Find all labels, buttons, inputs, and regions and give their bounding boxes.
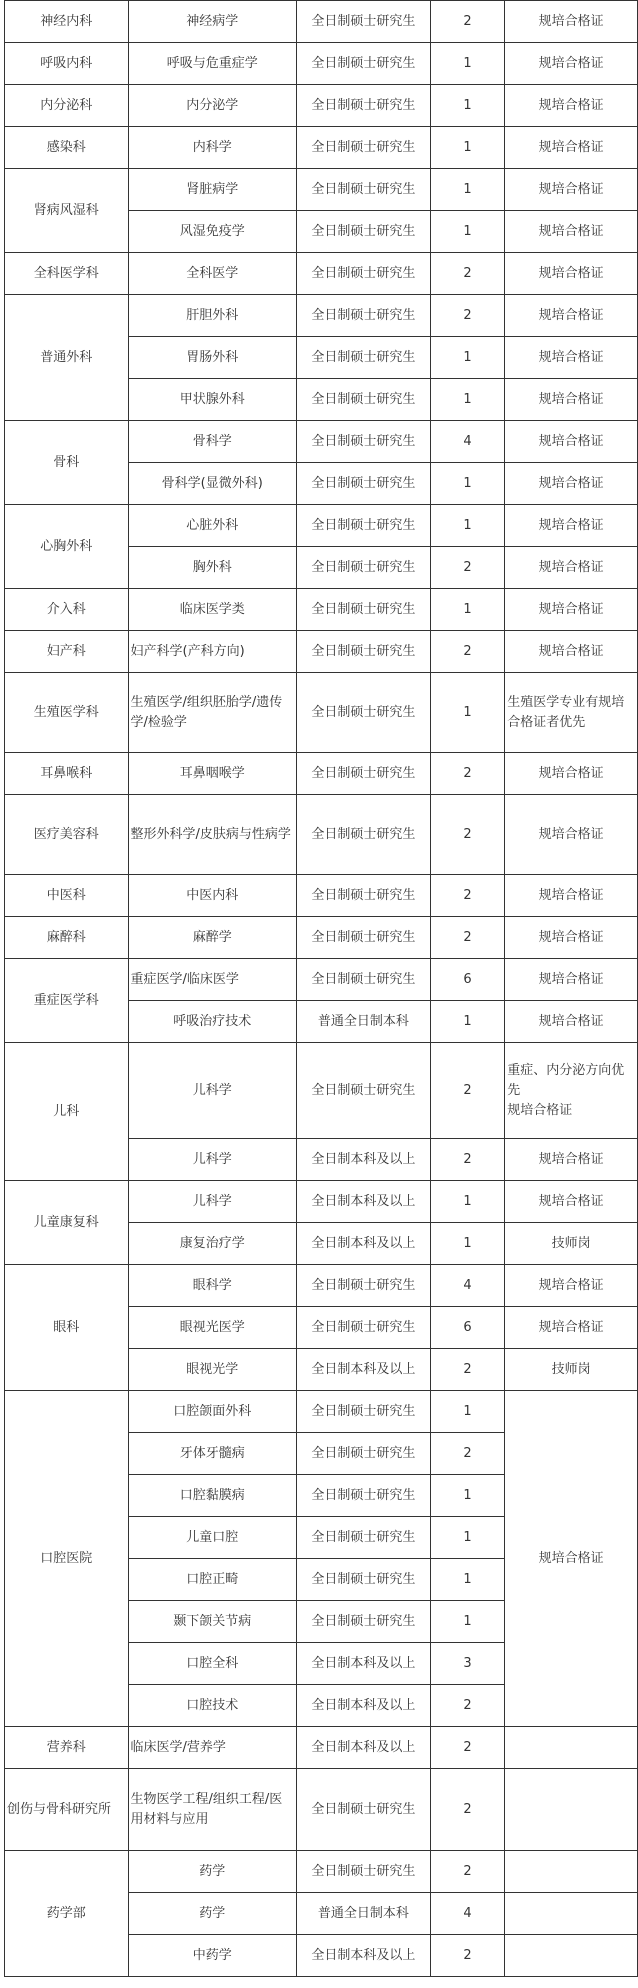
headcount-cell: 2: [430, 795, 505, 875]
department-cell: 心胸外科: [5, 505, 129, 589]
education-cell: 全日制本科及以上: [296, 1181, 430, 1223]
department-cell: 骨科: [5, 421, 129, 505]
education-cell: 全日制本科及以上: [296, 1349, 430, 1391]
headcount-cell: 1: [430, 463, 505, 505]
education-cell: 全日制硕士研究生: [296, 1043, 430, 1139]
requirement-cell: 规培合格证: [505, 547, 638, 589]
table-row: [5, 85, 638, 127]
headcount-cell: 6: [430, 1307, 505, 1349]
major-cell: 药学: [128, 1851, 296, 1893]
education-cell: 全日制硕士研究生: [296, 337, 430, 379]
requirement-cell: 规培合格证: [505, 337, 638, 379]
requirement-cell: 规培合格证: [505, 127, 638, 169]
recruitment-table: [4, 0, 638, 1977]
department-cell: 生殖医学科: [5, 673, 129, 753]
major-cell: 中医内科: [128, 875, 296, 917]
headcount-cell: 2: [430, 1851, 505, 1893]
headcount-cell: 1: [430, 1475, 505, 1517]
education-cell: 全日制本科及以上: [296, 1727, 430, 1769]
major-cell: 生物医学工程/组织工程/医用材料与应用: [128, 1769, 296, 1851]
major-cell: 呼吸治疗技术: [128, 1001, 296, 1043]
table-row: [5, 673, 638, 753]
headcount-cell: 2: [430, 253, 505, 295]
requirement-cell: 技师岗: [505, 1349, 638, 1391]
headcount-cell: 1: [430, 1391, 505, 1433]
department-cell: 耳鼻喉科: [5, 753, 129, 795]
education-cell: 全日制硕士研究生: [296, 127, 430, 169]
education-cell: 全日制硕士研究生: [296, 917, 430, 959]
education-cell: 全日制硕士研究生: [296, 673, 430, 753]
requirement-cell: 技师岗: [505, 1223, 638, 1265]
education-cell: 全日制本科及以上: [296, 1685, 430, 1727]
education-cell: 全日制硕士研究生: [296, 631, 430, 673]
table-row: [5, 1181, 638, 1223]
headcount-cell: 2: [430, 1727, 505, 1769]
major-cell: 肾脏病学: [128, 169, 296, 211]
table-row: [5, 1851, 638, 1893]
major-cell: 口腔技术: [128, 1685, 296, 1727]
major-cell: 耳鼻咽喉学: [128, 753, 296, 795]
table-row: [5, 631, 638, 673]
table-row: [5, 1391, 638, 1433]
education-cell: 全日制硕士研究生: [296, 1391, 430, 1433]
headcount-cell: 4: [430, 421, 505, 463]
major-cell: 药学: [128, 1893, 296, 1935]
major-cell: 全科医学: [128, 253, 296, 295]
education-cell: 全日制硕士研究生: [296, 169, 430, 211]
major-cell: 颞下颌关节病: [128, 1601, 296, 1643]
table-row: [5, 589, 638, 631]
requirement-cell: 规培合格证: [505, 421, 638, 463]
requirement-cell: 重症、内分泌方向优先 规培合格证: [505, 1043, 638, 1139]
headcount-cell: 1: [430, 1517, 505, 1559]
major-cell: 妇产科学(产科方向): [128, 631, 296, 673]
requirement-cell: 规培合格证: [505, 1391, 638, 1727]
requirement-cell: 规培合格证: [505, 1, 638, 43]
requirement-cell: 规培合格证: [505, 1307, 638, 1349]
major-cell: 儿科学: [128, 1139, 296, 1181]
education-cell: 全日制硕士研究生: [296, 379, 430, 421]
major-cell: 内分泌学: [128, 85, 296, 127]
headcount-cell: 1: [430, 589, 505, 631]
major-cell: 神经病学: [128, 1, 296, 43]
department-cell: 神经内科: [5, 1, 129, 43]
table-row: [5, 127, 638, 169]
headcount-cell: 1: [430, 673, 505, 753]
headcount-cell: 2: [430, 875, 505, 917]
requirement-cell: 规培合格证: [505, 631, 638, 673]
requirement-cell: 规培合格证: [505, 753, 638, 795]
requirement-cell: 规培合格证: [505, 379, 638, 421]
education-cell: 全日制硕士研究生: [296, 753, 430, 795]
headcount-cell: 2: [430, 1685, 505, 1727]
headcount-cell: 1: [430, 85, 505, 127]
major-cell: 牙体牙髓病: [128, 1433, 296, 1475]
major-cell: 整形外科学/皮肤病与性病学: [128, 795, 296, 875]
major-cell: 生殖医学/组织胚胎学/遗传学/检验学: [128, 673, 296, 753]
department-cell: 营养科: [5, 1727, 129, 1769]
headcount-cell: 2: [430, 295, 505, 337]
education-cell: 全日制硕士研究生: [296, 253, 430, 295]
education-cell: 全日制本科及以上: [296, 1935, 430, 1977]
requirement-cell: [505, 1935, 638, 1977]
requirement-cell: 规培合格证: [505, 295, 638, 337]
headcount-cell: 2: [430, 1139, 505, 1181]
major-cell: 口腔颌面外科: [128, 1391, 296, 1433]
department-cell: 创伤与骨科研究所: [5, 1769, 129, 1851]
major-cell: 骨科学(显微外科): [128, 463, 296, 505]
headcount-cell: 2: [430, 1935, 505, 1977]
headcount-cell: 1: [430, 1223, 505, 1265]
headcount-cell: 1: [430, 1601, 505, 1643]
department-cell: 儿科: [5, 1043, 129, 1181]
education-cell: 全日制硕士研究生: [296, 1475, 430, 1517]
table-row: [5, 505, 638, 547]
requirement-cell: [505, 1851, 638, 1893]
education-cell: 全日制硕士研究生: [296, 1601, 430, 1643]
headcount-cell: 3: [430, 1643, 505, 1685]
major-cell: 胸外科: [128, 547, 296, 589]
major-cell: 口腔正畸: [128, 1559, 296, 1601]
major-cell: 儿科学: [128, 1043, 296, 1139]
table-row: [5, 753, 638, 795]
major-cell: 眼视光学: [128, 1349, 296, 1391]
requirement-cell: 规培合格证: [505, 589, 638, 631]
table-body: [5, 1, 638, 1977]
education-cell: 全日制硕士研究生: [296, 1433, 430, 1475]
major-cell: 康复治疗学: [128, 1223, 296, 1265]
department-cell: 麻醉科: [5, 917, 129, 959]
education-cell: 全日制本科及以上: [296, 1223, 430, 1265]
education-cell: 全日制硕士研究生: [296, 505, 430, 547]
table-row: [5, 1265, 638, 1307]
headcount-cell: 4: [430, 1265, 505, 1307]
department-cell: 内分泌科: [5, 85, 129, 127]
headcount-cell: 2: [430, 1349, 505, 1391]
education-cell: 全日制硕士研究生: [296, 43, 430, 85]
education-cell: 全日制硕士研究生: [296, 1851, 430, 1893]
table-row: [5, 169, 638, 211]
major-cell: 重症医学/临床医学: [128, 959, 296, 1001]
table-row: [5, 421, 638, 463]
education-cell: 全日制硕士研究生: [296, 85, 430, 127]
department-cell: 医疗美容科: [5, 795, 129, 875]
education-cell: 全日制硕士研究生: [296, 547, 430, 589]
headcount-cell: 1: [430, 169, 505, 211]
headcount-cell: 1: [430, 379, 505, 421]
education-cell: 全日制硕士研究生: [296, 1559, 430, 1601]
education-cell: 全日制本科及以上: [296, 1643, 430, 1685]
major-cell: 骨科学: [128, 421, 296, 463]
major-cell: 眼科学: [128, 1265, 296, 1307]
department-cell: 眼科: [5, 1265, 129, 1391]
table-row: [5, 1727, 638, 1769]
department-cell: 药学部: [5, 1851, 129, 1977]
requirement-cell: [505, 1769, 638, 1851]
requirement-cell: 规培合格证: [505, 1181, 638, 1223]
education-cell: 全日制硕士研究生: [296, 295, 430, 337]
requirement-cell: 规培合格证: [505, 253, 638, 295]
requirement-cell: 规培合格证: [505, 795, 638, 875]
major-cell: 眼视光医学: [128, 1307, 296, 1349]
table-row: [5, 253, 638, 295]
department-cell: 肾病风湿科: [5, 169, 129, 253]
education-cell: 全日制硕士研究生: [296, 875, 430, 917]
requirement-cell: 规培合格证: [505, 917, 638, 959]
requirement-cell: [505, 1893, 638, 1935]
education-cell: 全日制硕士研究生: [296, 1769, 430, 1851]
requirement-cell: 规培合格证: [505, 875, 638, 917]
requirement-cell: 规培合格证: [505, 1265, 638, 1307]
table-row: [5, 875, 638, 917]
major-cell: 口腔全科: [128, 1643, 296, 1685]
requirement-cell: 规培合格证: [505, 959, 638, 1001]
headcount-cell: 1: [430, 1559, 505, 1601]
major-cell: 口腔黏膜病: [128, 1475, 296, 1517]
major-cell: 儿童口腔: [128, 1517, 296, 1559]
headcount-cell: 2: [430, 1, 505, 43]
department-cell: 全科医学科: [5, 253, 129, 295]
table-row: [5, 1, 638, 43]
table-row: [5, 795, 638, 875]
department-cell: 感染科: [5, 127, 129, 169]
education-cell: 全日制硕士研究生: [296, 959, 430, 1001]
table-row: [5, 959, 638, 1001]
major-cell: 临床医学/营养学: [128, 1727, 296, 1769]
department-cell: 口腔医院: [5, 1391, 129, 1727]
education-cell: 全日制硕士研究生: [296, 211, 430, 253]
headcount-cell: 2: [430, 917, 505, 959]
department-cell: 普通外科: [5, 295, 129, 421]
headcount-cell: 2: [430, 1433, 505, 1475]
major-cell: 心脏外科: [128, 505, 296, 547]
table-row: [5, 1769, 638, 1851]
major-cell: 肝胆外科: [128, 295, 296, 337]
headcount-cell: 2: [430, 1769, 505, 1851]
headcount-cell: 2: [430, 547, 505, 589]
table-row: [5, 295, 638, 337]
requirement-cell: 规培合格证: [505, 1001, 638, 1043]
major-cell: 内科学: [128, 127, 296, 169]
headcount-cell: 1: [430, 505, 505, 547]
department-cell: 妇产科: [5, 631, 129, 673]
major-cell: 甲状腺外科: [128, 379, 296, 421]
major-cell: 临床医学类: [128, 589, 296, 631]
education-cell: 全日制硕士研究生: [296, 1, 430, 43]
table-row: [5, 1043, 638, 1139]
requirement-cell: 生殖医学专业有规培合格证者优先: [505, 673, 638, 753]
table-row: [5, 43, 638, 85]
major-cell: 风湿免疫学: [128, 211, 296, 253]
department-cell: 重症医学科: [5, 959, 129, 1043]
requirement-cell: 规培合格证: [505, 1139, 638, 1181]
headcount-cell: 1: [430, 43, 505, 85]
education-cell: 全日制硕士研究生: [296, 421, 430, 463]
education-cell: 全日制硕士研究生: [296, 463, 430, 505]
education-cell: 全日制硕士研究生: [296, 1517, 430, 1559]
department-cell: 儿童康复科: [5, 1181, 129, 1265]
department-cell: 介入科: [5, 589, 129, 631]
headcount-cell: 1: [430, 127, 505, 169]
major-cell: 麻醉学: [128, 917, 296, 959]
requirement-cell: 规培合格证: [505, 43, 638, 85]
headcount-cell: 1: [430, 337, 505, 379]
headcount-cell: 1: [430, 1001, 505, 1043]
major-cell: 呼吸与危重症学: [128, 43, 296, 85]
requirement-cell: 规培合格证: [505, 505, 638, 547]
education-cell: 全日制硕士研究生: [296, 589, 430, 631]
education-cell: 普通全日制本科: [296, 1893, 430, 1935]
headcount-cell: 2: [430, 1043, 505, 1139]
requirement-cell: 规培合格证: [505, 85, 638, 127]
education-cell: 全日制硕士研究生: [296, 1265, 430, 1307]
requirement-cell: [505, 1727, 638, 1769]
headcount-cell: 2: [430, 753, 505, 795]
education-cell: 全日制硕士研究生: [296, 1307, 430, 1349]
requirement-cell: 规培合格证: [505, 463, 638, 505]
department-cell: 中医科: [5, 875, 129, 917]
major-cell: 中药学: [128, 1935, 296, 1977]
table-row: [5, 917, 638, 959]
department-cell: 呼吸内科: [5, 43, 129, 85]
headcount-cell: 4: [430, 1893, 505, 1935]
headcount-cell: 6: [430, 959, 505, 1001]
headcount-cell: 1: [430, 211, 505, 253]
education-cell: 全日制硕士研究生: [296, 795, 430, 875]
headcount-cell: 2: [430, 631, 505, 673]
headcount-cell: 1: [430, 1181, 505, 1223]
requirement-cell: 规培合格证: [505, 169, 638, 211]
major-cell: 儿科学: [128, 1181, 296, 1223]
education-cell: 普通全日制本科: [296, 1001, 430, 1043]
major-cell: 胃肠外科: [128, 337, 296, 379]
requirement-cell: 规培合格证: [505, 211, 638, 253]
education-cell: 全日制本科及以上: [296, 1139, 430, 1181]
